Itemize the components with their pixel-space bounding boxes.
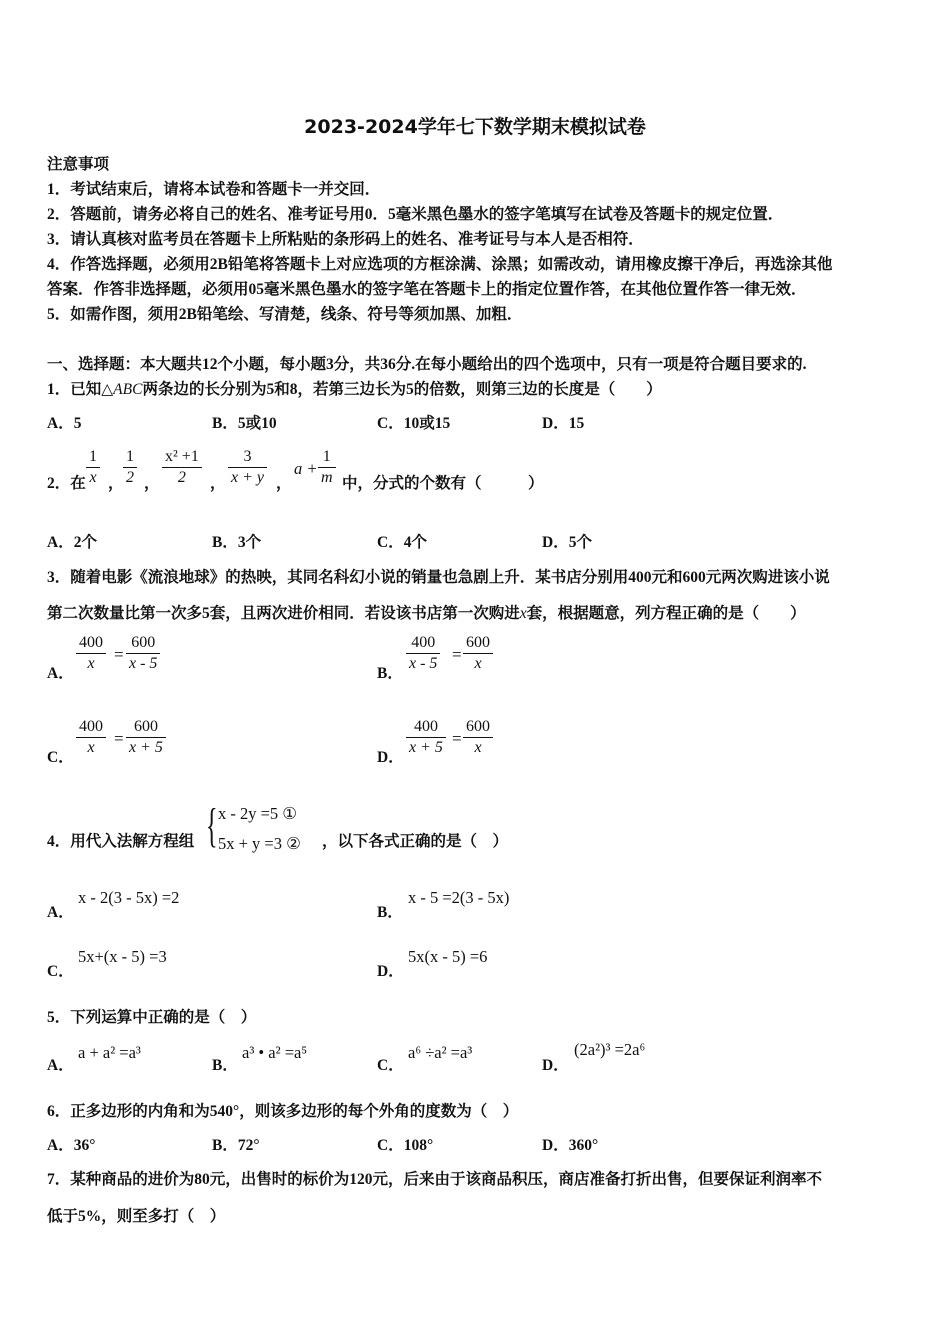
q2-prefix: 2．在 xyxy=(47,475,86,492)
fraction-numerator: 400 xyxy=(413,718,438,735)
q4-option-a-expr: x - 2(3 - 5x) =2 xyxy=(78,888,180,907)
equals-sign: = xyxy=(114,729,124,748)
q2-option-c: C．4个 xyxy=(377,534,427,551)
q2-fraction xyxy=(123,448,137,487)
q2-option-a: A．2个 xyxy=(47,534,97,551)
q1-option-a: A．5 xyxy=(47,415,82,432)
question-7-line1: 7．某种商品的进价为80元，出售时的标价为120元，后来由于该商品积压，商店准备打折出售，但要保证利润率不 xyxy=(47,1171,823,1188)
left-brace: { xyxy=(206,799,218,852)
q3-option-d-right-fraction xyxy=(463,718,493,757)
fraction-denominator: x + 5 xyxy=(409,739,443,756)
fraction-denominator: x xyxy=(474,739,482,756)
comma: ， xyxy=(144,475,160,492)
q3-variable: x xyxy=(519,605,527,622)
fraction-bar xyxy=(126,737,166,738)
q5-option-b-expr: a³ • a² =a⁵ xyxy=(242,1043,308,1062)
q4-option-d-expr: 5x(x - 5) =6 xyxy=(408,947,488,966)
note-item: 答案．作答非选择题，必须用05毫米黑色墨水的签字笔在答题卡上的指定位置作答，在其他位置作答一律无效． xyxy=(47,281,807,298)
fraction-bar xyxy=(126,653,160,654)
fraction-bar xyxy=(86,467,100,468)
q5-option-b-label: B． xyxy=(212,1057,238,1074)
q1-option-b: B．5或10 xyxy=(212,415,277,432)
question-3-line1: 3．随着电影《流浪地球》的热映，其同名科幻小说的销量也急剧上升．某书店分别用400元和600元两次购进该小说 xyxy=(47,569,830,586)
q3-option-c-label: C． xyxy=(47,749,74,766)
comma: ， xyxy=(108,475,124,492)
fraction-denominator: x - 5 xyxy=(409,655,438,672)
q5-option-d-label: D． xyxy=(542,1057,569,1074)
q6-option-a: A．36° xyxy=(47,1137,96,1154)
fraction-numerator: 1 xyxy=(89,448,97,465)
q4-equation-2: 5x + y =3 ② xyxy=(218,834,301,853)
q6-option-d: D．360° xyxy=(542,1137,599,1154)
q3-option-c-left-fraction xyxy=(76,718,106,757)
q5-option-c-label: C． xyxy=(377,1057,404,1074)
q2-fraction xyxy=(228,448,267,487)
fraction-numerator: 400 xyxy=(79,634,103,651)
fraction-numerator: 1 xyxy=(322,448,331,465)
q4-suffix: ，以下各式正确的是（ ） xyxy=(322,833,509,850)
q4-option-c-label: C． xyxy=(47,963,74,980)
question-3-line2 xyxy=(47,601,806,623)
q4-option-d-label: D． xyxy=(377,963,404,980)
comma: ， xyxy=(210,475,226,492)
page-title: 2023-2024学年七下数学期末模拟试卷 xyxy=(304,116,646,138)
notes-heading: 注意事项 xyxy=(47,156,110,173)
fraction-numerator: 600 xyxy=(131,634,156,651)
fraction-denominator: x xyxy=(87,655,95,672)
note-item: 2．答题前，请务必将自己的姓名、准考证号用0．5毫米黑色墨水的签字笔填写在试卷及答题卡的规定位置． xyxy=(47,206,784,223)
fraction-denominator: x - 5 xyxy=(129,655,158,672)
q3-option-d-label: D． xyxy=(377,749,404,766)
q1-stem-a: 1．已知△ xyxy=(47,381,114,398)
q5-option-a-label: A． xyxy=(47,1057,74,1074)
equals-sign: = xyxy=(114,645,124,664)
q1-option-c: C．10或15 xyxy=(377,415,451,432)
question-1-stem xyxy=(47,377,662,399)
fraction-numerator: 3 xyxy=(243,448,252,465)
question-5-stem: 5．下列运算中正确的是（ ） xyxy=(47,1009,257,1026)
fraction-numerator: 600 xyxy=(466,718,490,735)
q4-option-b-label: B． xyxy=(377,904,403,921)
equals-sign: = xyxy=(452,729,462,748)
fraction-denominator: x + y xyxy=(231,469,264,486)
question-6-stem: 6．正多边形的内角和为540°，则该多边形的每个外角的度数为（ ） xyxy=(47,1103,519,1120)
q5-option-a-expr: a + a² =a³ xyxy=(78,1043,141,1062)
fraction-bar xyxy=(463,653,493,654)
q2-last-a: a + xyxy=(294,459,318,478)
q2-suffix: 中，分式的个数有（ ） xyxy=(342,475,544,492)
fraction-bar xyxy=(76,737,106,738)
fraction-numerator: x² +1 xyxy=(165,448,199,465)
fraction-numerator: 400 xyxy=(79,718,103,735)
q3-option-a-left-fraction xyxy=(76,634,106,673)
fraction-bar xyxy=(318,467,336,468)
fraction-numerator: 600 xyxy=(466,634,490,651)
fraction-denominator: x + 5 xyxy=(129,739,163,756)
q2-option-b: B．3个 xyxy=(212,534,262,551)
fraction-denominator: x xyxy=(87,739,95,756)
note-item: 5．如需作图，须用2B铅笔绘、写清楚，线条、符号等须加黑、加粗． xyxy=(47,306,523,323)
fraction-numerator: 600 xyxy=(133,718,158,735)
fraction-bar xyxy=(76,653,106,654)
fraction-denominator: m xyxy=(321,469,333,486)
fraction-denominator: x xyxy=(89,469,97,486)
q2-last-term xyxy=(294,459,318,479)
q3-option-d-left-fraction xyxy=(406,718,446,757)
fraction-bar xyxy=(406,737,446,738)
q3-line2-a: 第二次数量比第一次多5套，且两次进价相同．若设该书店第一次购进 xyxy=(47,605,520,622)
q3-option-b-left-fraction xyxy=(406,634,440,673)
q5-option-d-expr: (2a²)³ =2a⁶ xyxy=(574,1040,646,1059)
q6-option-b: B．72° xyxy=(212,1137,260,1154)
q1-triangle-label: ABC xyxy=(113,381,143,398)
fraction-numerator: 400 xyxy=(411,634,436,651)
q1-option-d: D．15 xyxy=(542,415,585,432)
q2-fraction xyxy=(86,448,100,487)
q1-stem-b: 两条边的长分别为5和8，若第三边长为5的倍数，则第三边的长度是（ ） xyxy=(142,381,662,398)
fraction-bar xyxy=(406,653,440,654)
fraction-denominator: 2 xyxy=(177,469,186,486)
q4-option-a-label: A． xyxy=(47,904,74,921)
fraction-bar xyxy=(162,467,202,468)
q3-line2-b: 套，根据题意，列方程正确的是（ ） xyxy=(526,605,806,622)
q3-option-b-label: B． xyxy=(377,665,403,682)
note-item: 3．请认真核对监考员在答题卡上所粘贴的条形码上的姓名、准考证号与本人是否相符． xyxy=(47,231,644,248)
fraction-bar xyxy=(123,467,137,468)
question-7-line2: 低于5%，则至多打（ ） xyxy=(47,1208,226,1225)
q3-option-c-right-fraction xyxy=(126,718,166,757)
fraction-bar xyxy=(228,467,267,468)
q4-prefix: 4．用代入法解方程组 xyxy=(47,833,195,850)
q3-option-a-label: A． xyxy=(47,665,74,682)
note-item: 1．考试结束后，请将本试卷和答题卡一并交回． xyxy=(47,181,381,198)
q4-option-c-expr: 5x+(x - 5) =3 xyxy=(78,947,167,966)
note-item: 4．作答选择题，必须用2B铅笔将答题卡上对应选项的方框涂满、涂黑；如需改动，请用橡皮擦干净后，再选涂其他 xyxy=(47,256,833,273)
section-heading: 一、选择题：本大题共12个小题，每小题3分，共36分.在每小题给出的四个选项中，只有一项是符合题目要求的. xyxy=(47,356,807,373)
q6-option-c: C．108° xyxy=(377,1137,434,1154)
q2-option-d: D．5个 xyxy=(542,534,592,551)
fraction-bar xyxy=(463,737,493,738)
fraction-numerator: 1 xyxy=(126,448,134,465)
q3-option-a-right-fraction xyxy=(126,634,160,673)
fraction-denominator: 2 xyxy=(126,469,134,486)
comma: ， xyxy=(276,475,292,492)
q5-option-c-expr: a⁶ ÷a² =a³ xyxy=(408,1043,473,1062)
q4-option-b-expr: x - 5 =2(3 - 5x) xyxy=(408,888,510,907)
equals-sign: = xyxy=(452,645,462,664)
q4-equation-1: x - 2y =5 ① xyxy=(218,804,298,823)
q2-fraction xyxy=(318,448,336,487)
q3-option-b-right-fraction xyxy=(463,634,493,673)
q2-fraction xyxy=(162,448,202,487)
fraction-denominator: x xyxy=(474,655,482,672)
